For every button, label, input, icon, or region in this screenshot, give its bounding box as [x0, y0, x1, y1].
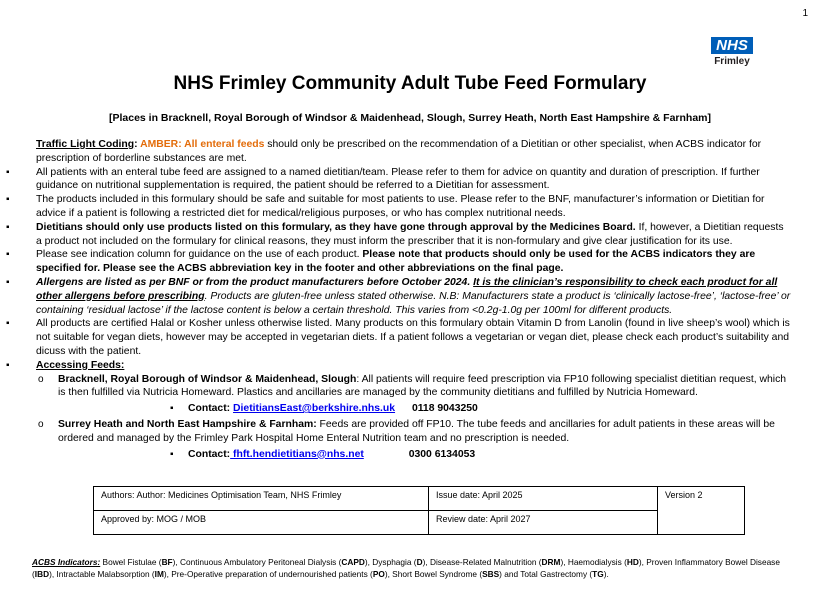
acbs-text: ), Continuous Ambulatory Peritoneal Dialysis (: [172, 557, 342, 567]
document-info-table: [93, 486, 745, 535]
acbs-key: [32, 557, 780, 579]
acbs-footer: [32, 557, 792, 580]
acbs-text: ), Pre-Operative preparation of undernourished patients (: [163, 568, 373, 579]
list-item: ▪ Dietitians should only use products listed on this formulary, as they have gone through approval by the Medicines Board. If, however, a Dietitian requests a product not included on the formulary for clinical reasons, they must inform the prescriber that it is non-formulary and give clear justification for its use.: [36, 221, 791, 249]
access-list: [36, 373, 791, 462]
acbs-text: ).: [603, 568, 609, 579]
issue-date-cell: Issue date: April 2025: [429, 487, 658, 511]
acbs-code: CAPD: [341, 557, 365, 567]
acbs-label: ACBS Indicators:: [32, 557, 101, 567]
acbs-code: D: [416, 557, 423, 567]
east-area-label: Bracknell, Royal Borough of Windsor & Maidenhead, Slough: [58, 373, 357, 385]
approved-by-cell: Approved by: MOG / MOB: [94, 511, 429, 535]
east-phone: 0118 9043250: [411, 403, 478, 415]
west-email-link[interactable]: fhft.hendietitians@nhs.net: [230, 448, 364, 460]
list-item: ▪ All products are certified Halal or Kosher unless otherwise listed. Many products on this formulary obtain Vitamin D from Lanolin (found in live sheep’s wool) which is not suitable for vegan diets, however may be accepted in vegetarian diets. If a patient follows a vegetarian or vegan diet, please check each product’s suitability and dicuss with the patient.: [36, 317, 791, 358]
authors-cell: Authors: Author: Medicines Optimisation Team, NHS Frimley: [94, 487, 429, 511]
acbs-text: ), Intractable Malabsorption (: [49, 568, 155, 579]
version-cell: Version 2: [658, 487, 745, 535]
acbs-code: HD: [626, 557, 639, 567]
acbs-text: ), Haemodialysis (: [560, 557, 627, 567]
amber-label: AMBER: All enteral feeds: [140, 139, 265, 150]
east-email-link[interactable]: DietitiansEast@berkshire.nhs.uk: [233, 403, 396, 415]
acbs-code: DRM: [541, 557, 561, 567]
acbs-code: IBD: [34, 568, 50, 579]
page-subtitle: [Places in Bracknell, Royal Borough of Windsor & Maidenhead, Slough, Surrey Heath, North East Hampshire & Farnham]: [108, 112, 711, 124]
list-item: ▪ All patients with an enteral tube feed are assigned to a named dietitian/team. Please refer to them for advice on quantity and duration of prescription. If further guidance on nutritional supplementation is required, the patient should be referred to a Dietitian for assessment.: [36, 166, 791, 194]
guidance-list: [36, 166, 791, 462]
bullet-icon: ▪: [170, 448, 174, 460]
west-phone: 0300 6134053: [408, 448, 476, 460]
bullet-icon: ▪: [170, 403, 174, 415]
acbs-text: ) and Total Gastrectomy (: [499, 568, 593, 579]
acbs-text: Bowel Fistulae (: [100, 557, 162, 567]
formulary-guidance: [36, 138, 791, 463]
list-item: ▪ Please see indication column for guidance on the use of each product. Please note that products should only be used for the ACBS indicators they are specified for. Please see the ACBS abbreviation key in the footer and other abbreviations on the final page.: [36, 248, 791, 276]
acbs-text: ), Short Bowel Syndrome (: [384, 568, 483, 579]
nhs-logo: NHS: [711, 37, 753, 54]
acbs-code: BF: [161, 557, 173, 567]
acbs-text: ), Proven Inflammatory Bowel Disease (: [32, 557, 780, 579]
list-item: ▪ The products included in this formulary should be safe and suitable for most patients to use. Please refer to the BNF, manufacturer’s information or Dietitian for advice if a patient is following a restricted diet for medical/religious purposes, or who has complex nutritional needs.: [36, 193, 791, 221]
accessing-feeds-heading: Accessing Feeds:: [36, 359, 125, 371]
traffic-light-paragraph: Traffic Light Coding: AMBER: All enteral feeds should only be prescribed on the recommendation of a Dietitian or other specialist, when ACBS indicator for prescription of borderline substances are met.: [36, 139, 762, 164]
list-item: o Bracknell, Royal Borough of Windsor & Maidenhead, Slough: All patients will require feed prescription via FP10 following specialist dietitian request, which is then fulfilled via Nutricia Homeward. Plastics and ancillaries are managed by the community dietitians and fulfilled by Nutricia Homeward. ▪ Contact: DietitiansEast@berkshire.nhs.uk 0118 9043250: [36, 373, 791, 416]
acbs-code: SBS: [482, 568, 500, 579]
acbs-text: ), Dysphagia (: [364, 557, 417, 567]
review-date-cell: Review date: April 2027: [429, 511, 658, 535]
list-item: ▪ Allergens are listed as per BNF or from the product manufacturers before October 2024. It is the clinician’s responsibility to check each product for all other allergens before prescribing. Products are gluten-free unless stated otherwise. N.B: Manufacturers state a product is ‘clinically lactose-free’, ‘lactose-free’ or containing ‘residual lactose’ if the lactose content is below a certain threshold. This varies from <0.2g-1.0g per 100ml for different products.: [36, 276, 791, 317]
list-item: [36, 359, 791, 462]
acbs-code: TG: [592, 568, 604, 579]
page-number: 1: [802, 8, 808, 19]
list-item: o Surrey Heath and North East Hampshire & Farnham: Feeds are provided off FP10. The tube feeds and ancillaries for adult patients in these areas will be ordered and managed by the Frimley Park Hospital Home Enteral Nutrition team and no prescription is needed. ▪ Contact: fhft.hendietitians@nhs.net 0300 6134053: [36, 418, 791, 461]
traffic-light-label: Traffic Light Coding: [36, 139, 135, 150]
nhs-org-name: Frimley: [714, 56, 750, 67]
acbs-code: IM: [154, 568, 164, 579]
acbs-text: ), Disease-Related Malnutrition (: [422, 557, 542, 567]
west-area-label: Surrey Heath and North East Hampshire & Farnham:: [58, 418, 317, 430]
west-contact: ▪ Contact: fhft.hendietitians@nhs.net 0300 6134053: [170, 448, 476, 460]
page-title: NHS Frimley Community Adult Tube Feed Formulary: [173, 73, 647, 94]
acbs-code: PO: [372, 568, 385, 579]
east-contact: ▪ Contact: DietitiansEast@berkshire.nhs.uk 0118 9043250: [170, 403, 478, 415]
